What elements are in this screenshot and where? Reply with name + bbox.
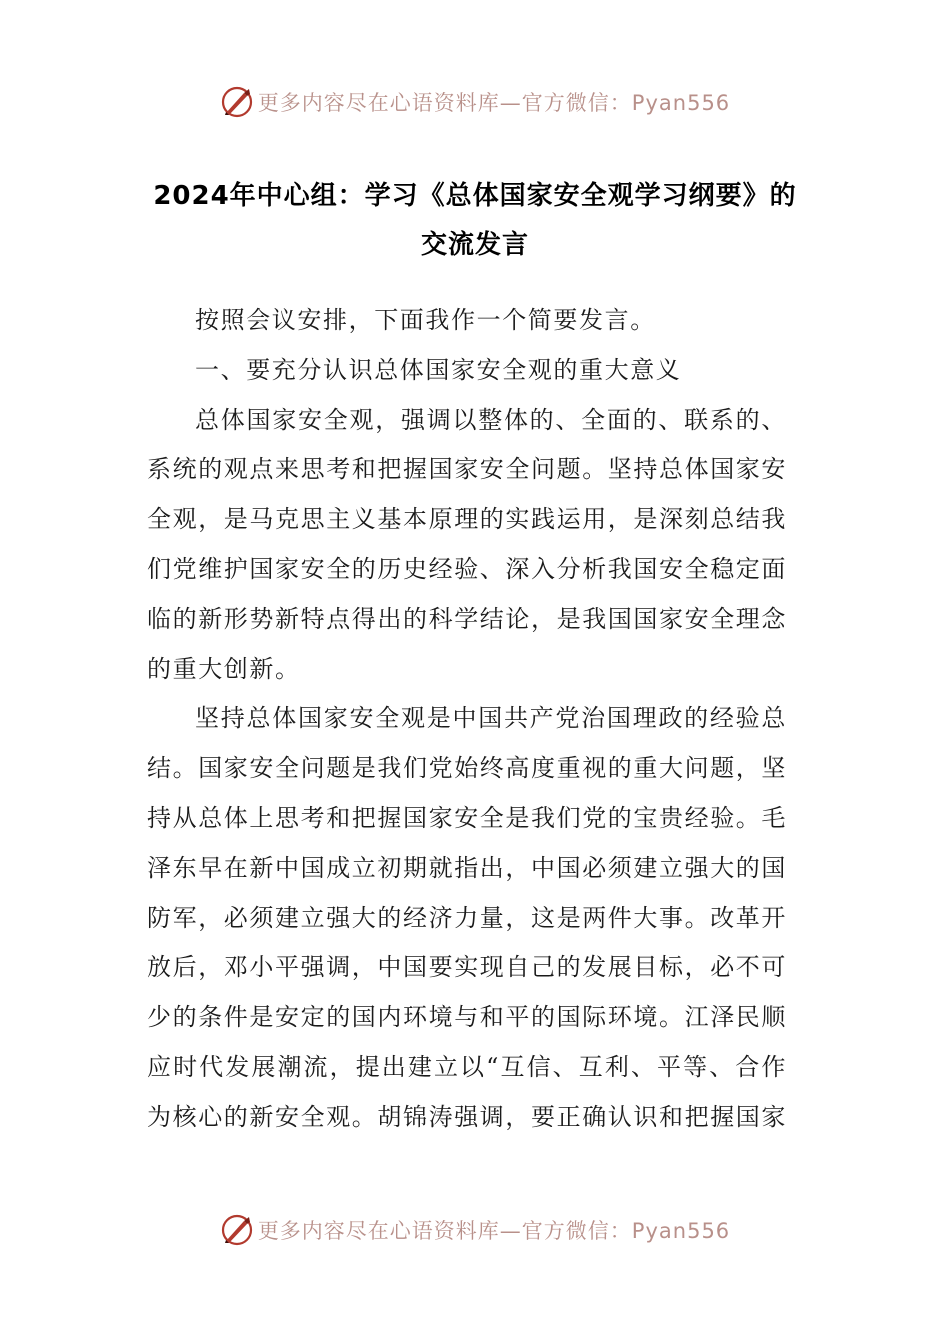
document-body — [147, 296, 787, 1143]
pen-quill-logo-icon — [220, 85, 254, 119]
header-banner-text: 更多内容尽在心语资料库—官方微信：Pyan556 — [257, 91, 731, 115]
pen-quill-logo-icon — [220, 1213, 254, 1247]
header-banner — [0, 82, 950, 122]
document-title: 2024年中心组：学习《总体国家安全观学习纲要》的交流发言 — [153, 181, 797, 260]
footer-banner — [0, 1210, 950, 1250]
paragraph: 总体国家安全观，强调以整体的、全面的、联系的、系统的观点来思考和把握国家安全问题。坚持总体国家安全观，是马克思主义基本原理的实践运用，是深刻总结我们党维护国家安全的历史经验、深入分析我国安全稳定面临的新形势新特点得出的科学结论，是我国国家安全理念的重大创新。 — [147, 405, 787, 683]
section-heading: 一、要充分认识总体国家安全观的重大意义 — [195, 355, 682, 384]
footer-banner-text: 更多内容尽在心语资料库—官方微信：Pyan556 — [257, 1219, 731, 1243]
paragraph: 坚持总体国家安全观是中国共产党治国理政的经验总结。国家安全问题是我们党始终高度重视的重大问题，坚持从总体上思考和把握国家安全是我们党的宝贵经验。毛泽东早在新中国成立初期就指出，中国必须建立强大的国防军，必须建立强大的经济力量，这是两件大事。改革开放后，邓小平强调，中国要实现自己的发展目标，必不可少的条件是安定的国内环境与和平的国际环境。江泽民顺应时代发展潮流，提出建立以“互信、互利、平等、合作为核心的新安全观。胡锦涛强调，要正确认识和把握国家 — [147, 704, 787, 1131]
paragraph-intro: 按照会议安排，下面我作一个简要发言。 — [195, 306, 656, 334]
